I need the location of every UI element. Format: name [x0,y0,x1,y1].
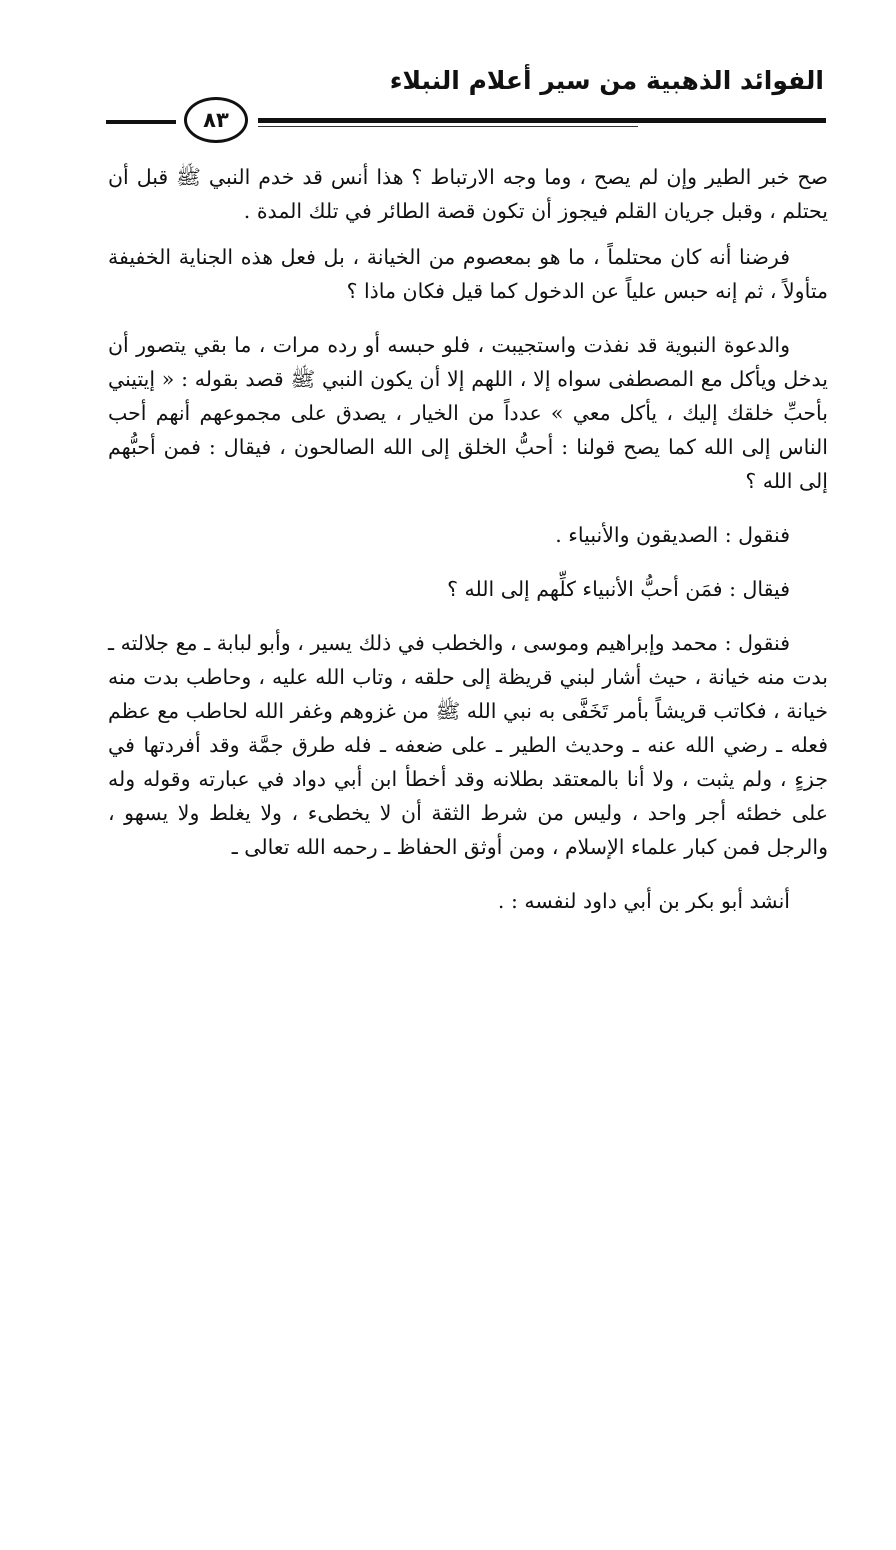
page-number: ٨٣ [184,97,248,143]
page-header [0,0,896,150]
page-body [108,160,828,918]
paragraph: أنشد أبو بكر بن أبي داود لنفسه : . [497,889,790,913]
header-rule-thin [258,126,638,127]
book-title: الفوائد الذهبية من سير أعلام النبلاء [389,66,824,95]
paragraph: صح خبر الطير وإن لم يصح ، وما وجه الارتباط ؟ هذا أنس قد خدم النبي ﷺ قبل أن يحتلم ، وقبل جريان القلم فيجوز أن تكون قصة الطائر في تلك المدة . [108,165,828,223]
paragraph: فرضنا أنه كان محتلماً ، ما هو بمعصوم من الخيانة ، بل فعل هذه الجناية الخفيفة متأولاً ، ثم إنه حبس علياً عن الدخول كما قيل فكان ماذا ؟ [108,245,828,303]
paragraph: فنقول : الصديقون والأنبياء . [555,523,790,547]
paragraph: فيقال : فمَن أحبُّ الأنبياء كلِّهم إلى الله ؟ [447,577,790,601]
paragraph: والدعوة النبوية قد نفذت واستجيبت ، فلو حبسه أو رده مرات ، ما بقي يتصور أن يدخل ويأكل مع المصطفى سواه إلا ، اللهم إلا أن يكون النبي ﷺ قصد بقوله : « إيتيني بأحبِّ خلقك إليك ، يأكل معي » عدداً من الخيار ، يصدق على مجموعهم أنهم أحب الناس إلى الله كما يصح قولنا : أحبُّ الخلق إلى الله الصالحون ، فيقال : فمن أحبُّهم إلى الله ؟ [108,333,828,493]
header-rule-left [106,120,176,124]
header-rule-right [258,118,826,123]
paragraph: فنقول : محمد وإبراهيم وموسى ، والخطب في ذلك يسير ، وأبو لبابة ـ مع جلالته ـ بدت منه خيانة ، حيث أشار لبني قريظة إلى حلقه ، وتاب الله عليه ، وحاطب بدت منه خيانة ، فكاتب قريشاً بأمر تَخَفَّى به نبي الله ﷺ من غزوهم وغفر الله لحاطب مع عظم فعله ـ رضي الله عنه ـ وحديث الطير ـ على ضعفه ـ فله طرق جمَّة وقد أفردتها في جزءٍ ، ولم يثبت ، ولا أنا بالمعتقد بطلانه وقد أخطأ ابن أبي دواد في عبارته وقوله وله على خطئه أجر واحد ، وليس من شرط الثقة أن لا يخطىء ، ولا يغلط ولا يسهو ، والرجل فمن كبار علماء الإسلام ، ومن أوثق الحفاظ ـ رحمه الله تعالى ـ [108,631,828,859]
